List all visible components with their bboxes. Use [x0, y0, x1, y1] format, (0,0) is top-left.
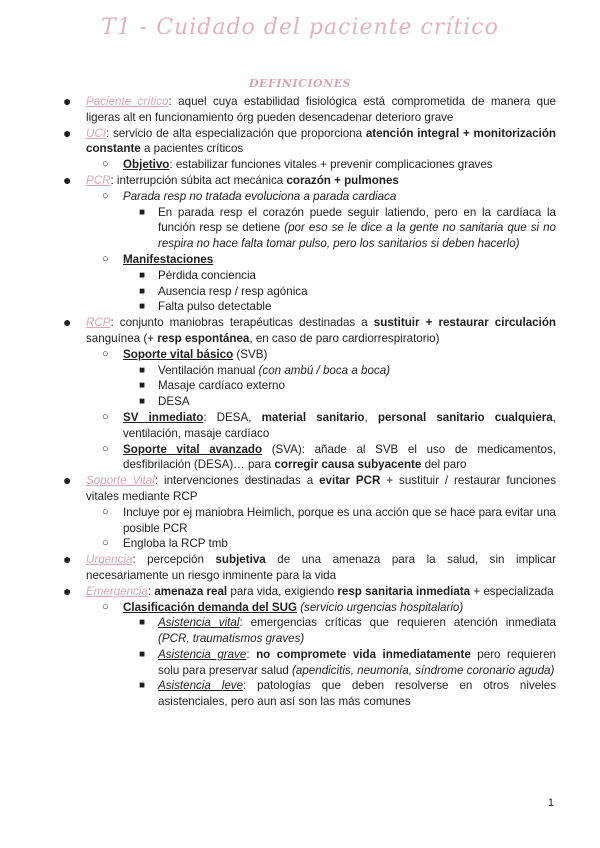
list-item: ○ Parada resp no tratada evoluciona a parada cardiaca	[102, 189, 397, 203]
list-item: ● PCR: interrupción súbita act mecánica corazón + pulmones	[63, 171, 399, 188]
square-bullet-icon: ■	[139, 648, 146, 660]
bullet-icon: ●	[63, 551, 72, 568]
circle-bullet-icon: ○	[102, 252, 109, 265]
list-item: ○ Incluye por ej maniobra Heimlich, porque es una acción que se hace para evitar una posible PCR	[102, 505, 556, 535]
list-item: ■ Ausencia resp / resp agónica	[139, 284, 308, 298]
list-item: ■ Ventilación manual (con ambú / boca a boca)	[139, 363, 391, 377]
circle-bullet-icon: ○	[102, 410, 109, 423]
square-bullet-icon: ■	[139, 269, 146, 281]
list-item: ■ Pérdida conciencia	[139, 268, 256, 282]
bullet-icon: ●	[63, 314, 72, 331]
list-item: ■ En parada resp el corazón puede seguir latiendo, pero en la cardíaca la función resp se detiene (por eso se le dice a la gente no sanitaria que si no respira no hace falta tomar pulso, pero los sanitarios si deben hacerlo)	[139, 205, 556, 251]
square-bullet-icon: ■	[139, 206, 146, 218]
page-title: T1 - Cuidado del paciente crítico	[101, 15, 499, 40]
list-item: ● UCI: servicio de alta especialización que proporciona atención integral + monitorización constante a pacientes críticos	[63, 124, 556, 156]
circle-bullet-icon: ○	[102, 600, 109, 613]
square-bullet-icon: ■	[139, 301, 146, 313]
bullet-icon: ●	[63, 472, 72, 489]
circle-bullet-icon: ○	[102, 158, 109, 171]
circle-bullet-icon: ○	[102, 347, 109, 360]
list-item: ■ Asistencia leve: patologías que deben resolverse en otros niveles asistenciales, pero aun así son las más comunes	[139, 679, 556, 709]
page-number: 1	[547, 797, 554, 809]
list-item: ● Urgencia: percepción subjetiva de una amenaza para la salud, sin implicar necesariamente un riesgo inminente para la vida	[63, 551, 556, 582]
square-bullet-icon: ■	[139, 285, 146, 297]
circle-bullet-icon: ○	[102, 537, 109, 550]
list-item: ○ Engloba la RCP tmb	[102, 537, 228, 551]
circle-bullet-icon: ○	[102, 189, 109, 202]
circle-bullet-icon: ○	[102, 505, 109, 518]
list-item: ■ DESA	[139, 395, 190, 409]
list-item: ● Emergencia: amenaza real para vida, exigiendo resp sanitaria inmediata + especializada	[63, 582, 554, 599]
square-bullet-icon: ■	[139, 396, 146, 408]
square-bullet-icon: ■	[139, 680, 146, 692]
list-item: ● Soporte Vital: intervenciones destinadas a evitar PCR + sustituir / restaurar funciones vitales mediante RCP	[63, 472, 556, 503]
list-item: ● Paciente crítico: aquel cuya estabilidad fisiológica está comprometida de manera que ligeras alt en funcionamiento órg pueden desencadenar deterioro grave	[63, 93, 556, 124]
list-item: ○ Objetivo: estabilizar funciones vitales + prevenir complicaciones graves	[102, 158, 493, 172]
list-item: ○ Soporte vital básico (SVB)	[102, 347, 268, 361]
section-heading: DEFINICIONES	[249, 77, 351, 90]
circle-bullet-icon: ○	[102, 442, 109, 455]
list-item: ■ Falta pulso detectable	[139, 300, 272, 314]
list-item: ○ Clasificación demanda del SUG (servicio urgencias hospitalario)	[102, 600, 464, 614]
square-bullet-icon: ■	[139, 364, 146, 376]
square-bullet-icon: ■	[139, 380, 146, 392]
list-item: ■ Asistencia vital: emergencias críticas que requieren atención inmediata (PCR, traumatismos graves)	[139, 616, 556, 646]
list-item: ○ Soporte vital avanzado (SVA): añade al SVB el uso de medicamentos, desfibrilación (DESA)… para corregir causa subyacente del paro	[102, 442, 556, 472]
square-bullet-icon: ■	[139, 617, 146, 629]
list-item: ○ Manifestaciones	[102, 252, 214, 266]
list-item: ○ SV inmediato: DESA, material sanitario, personal sanitario cualquiera, ventilación, masaje cardíaco	[102, 410, 556, 440]
bullet-icon: ●	[63, 171, 72, 188]
list-item: ■ Asistencia grave: no compromete vida inmediatamente pero requieren solu para preservar salud (apendicitis, neumonía, síndrome coronario aguda)	[139, 647, 556, 677]
notes-content	[0, 94, 600, 710]
bullet-icon: ●	[63, 93, 72, 109]
bullet-icon: ●	[63, 582, 72, 599]
list-item: ■ Masaje cardíaco externo	[139, 379, 285, 393]
list-item: ● RCP: conjunto maniobras terapéuticas destinadas a sustituir + restaurar circulación sanguínea (+ resp espontánea, en caso de paro cardiorrespiratorio)	[63, 314, 557, 345]
bullet-icon: ●	[63, 124, 72, 141]
